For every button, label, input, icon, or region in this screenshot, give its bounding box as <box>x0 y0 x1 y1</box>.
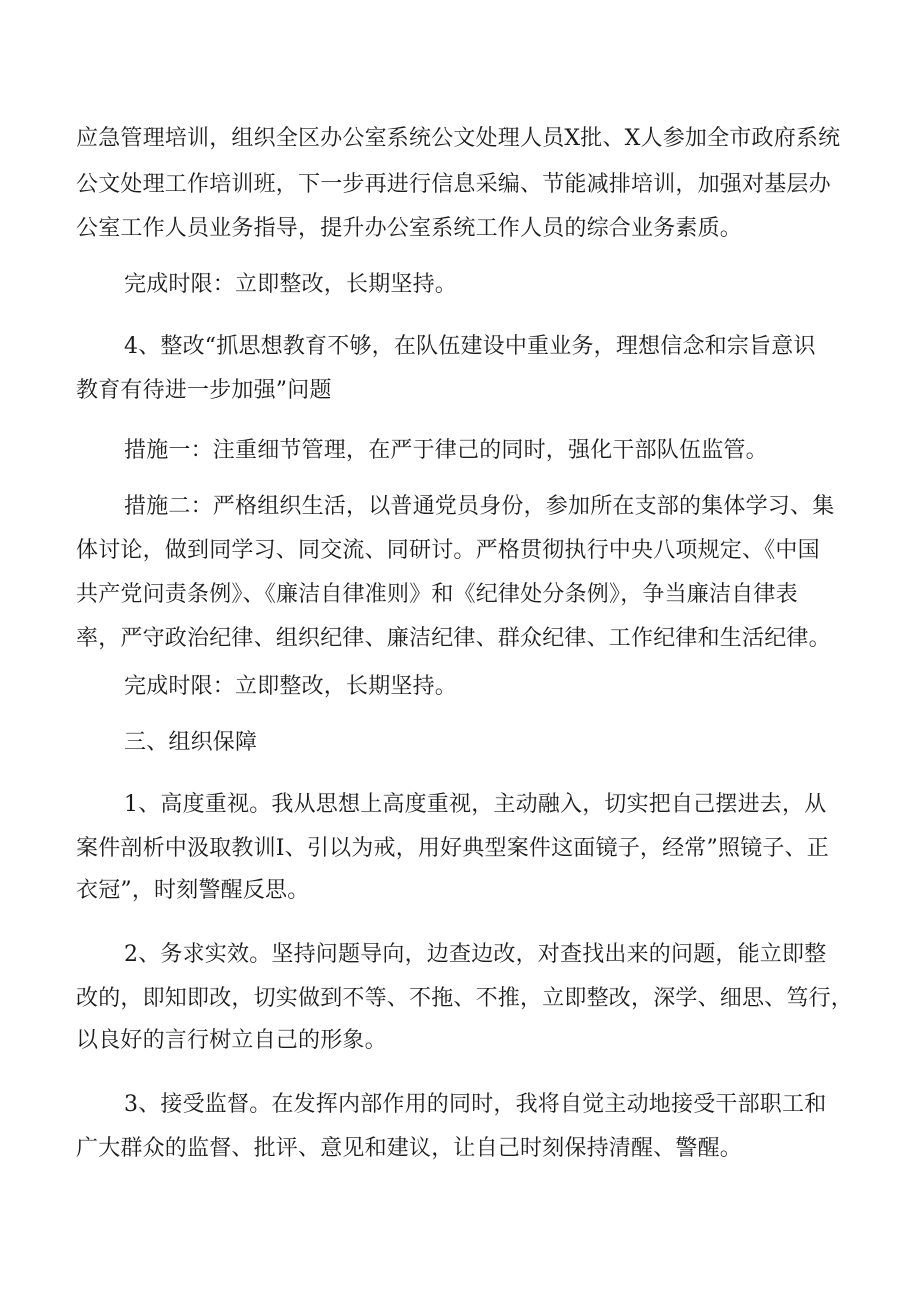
body-text-line: 案件剖析中汲取教训I、引以为戒，用好典型案件这面镜子，经常”照镜子、正 <box>76 836 829 861</box>
body-text-line: 应急管理培训，组织全区办公室系统公文处理人员X批、X人参加全市政府系统 <box>76 126 841 151</box>
deadline-text: 完成时限：立即整改，长期坚持。 <box>124 674 458 699</box>
item-3-text: 3、接受监督。在发挥内部作用的同时，我将自觉主动地接受干部职工和 <box>124 1092 827 1117</box>
body-text-line: 体讨论，做到同学习、同交流、同研讨。严格贯彻执行中央八项规定、《中国 <box>76 538 820 563</box>
body-text-line: 以良好的言行树立自己的形象。 <box>76 1028 387 1053</box>
body-text-line: 公室工作人员业务指导，提升办公室系统工作人员的综合业务素质。 <box>76 216 743 241</box>
body-text-line: 改的，即知即改，切实做到不等、不拖、不推，立即整改，深学、细思、笃行， <box>76 986 854 1011</box>
section-heading-4: 4、整改“抓思想教育不够，在队伍建设中重业务，理想信念和宗旨意识 <box>124 334 816 359</box>
body-text-line: 广大群众的监督、批评、意见和建议，让自己时刻保持清醒、警醒。 <box>76 1136 743 1161</box>
body-text-line: 公文处理工作培训班，下一步再进行信息采编、节能减排培训，加强对基层办 <box>76 172 831 197</box>
measure-two-text: 措施二：严格组织生活，以普通党员身份，参加所在支部的集体学习、集 <box>124 494 835 519</box>
deadline-text: 完成时限：立即整改，长期坚持。 <box>124 272 458 297</box>
body-text-line: 衣冠”，时刻警醒反思。 <box>76 878 310 903</box>
item-1-text: 1、高度重视。我从思想上高度重视，主动融入，切实把自己摆进去，从 <box>124 792 827 817</box>
body-text-line: 率，严守政治纪律、组织纪律、廉洁纪律、群众纪律、工作纪律和生活纪律。 <box>76 626 831 651</box>
measure-one-text: 措施一：注重细节管理，在严于律己的同时，强化干部队伍监管。 <box>124 438 768 463</box>
section-heading-3: 三、组织保障 <box>124 730 258 755</box>
body-text-line: 共产党问责条例》、《廉洁自律准则》和《纪律处分条例》，争当廉洁自律表 <box>76 582 798 607</box>
item-2-text: 2、务求实效。坚持问题导向，边查边改，对查找出来的问题，能立即整 <box>124 942 827 967</box>
body-text-line: 教育有待进一步加强”问题 <box>76 378 332 403</box>
